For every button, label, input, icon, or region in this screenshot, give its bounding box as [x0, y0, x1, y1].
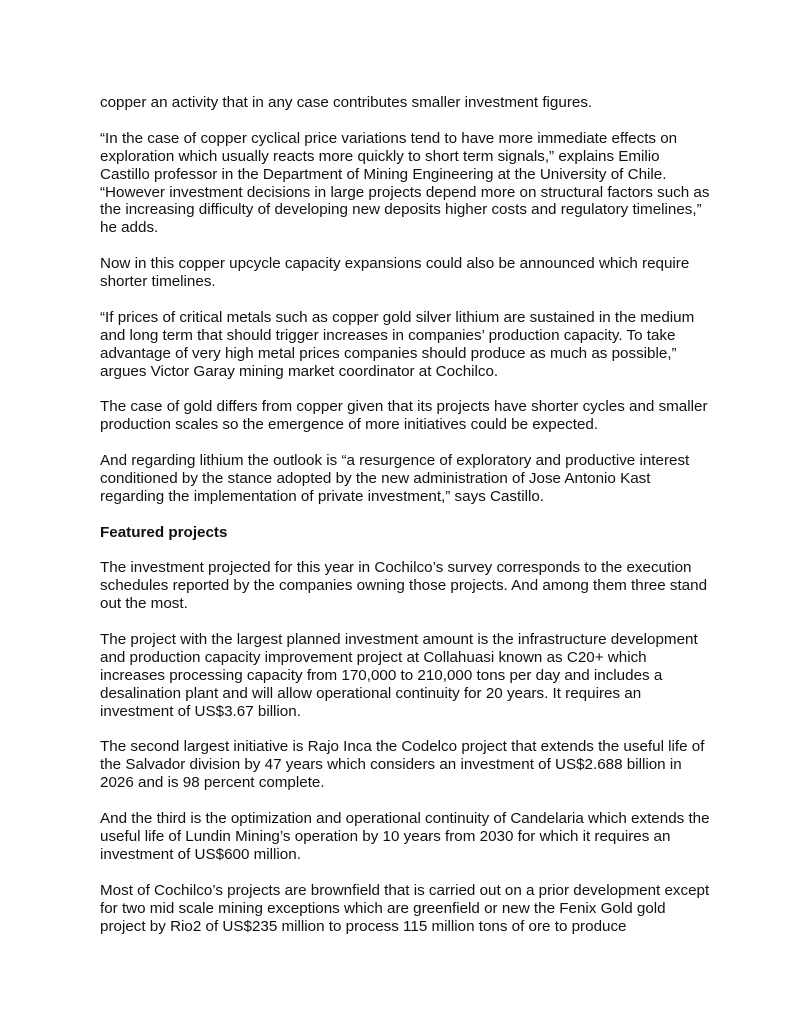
- paragraph-11: Most of Cochilco’s projects are brownfield that is carried out on a prior development except for two mid scale mining exceptions which are greenfield or new the Fenix Gold gold project by Rio2 of US$235 million to process 115 million tons of ore to produce: [100, 881, 710, 935]
- paragraph-1: copper an activity that in any case contributes smaller investment figures.: [100, 94, 593, 111]
- document-page: [100, 94, 710, 953]
- paragraph-4: “If prices of critical metals such as copper gold silver lithium are sustained in the medium and long term that should trigger increases in companies’ production capacity. To take advantage of very high metal prices companies should produce as much as possible,” argues Victor Garay mining market coordinator at Cochilco.: [100, 308, 695, 380]
- paragraph-3: Now in this copper upcycle capacity expansions could also be announced which require shorter timelines.: [100, 255, 690, 291]
- section-heading: Featured projects: [100, 523, 228, 541]
- paragraph-5: The case of gold differs from copper given that its projects have shorter cycles and smaller production scales so the emergence of more initiatives could be expected.: [100, 398, 708, 434]
- paragraph-9: The second largest initiative is Rajo Inca the Codelco project that extends the useful life of the Salvador division by 47 years which considers an investment of US$2.688 billion in 2026 and is 98 percent complete.: [100, 738, 705, 792]
- paragraph-7: The investment projected for this year in Cochilco’s survey corresponds to the execution schedules reported by the companies owning those projects. And among them three stand out the most.: [100, 559, 708, 613]
- paragraph-8: The project with the largest planned investment amount is the infrastructure development and production capacity improvement project at Collahuasi known as C20+ which increases processing capacity from 170,000 to 210,000 tons per day and includes a desalination plant and will allow operational continuity for 20 years. It requires an investment of US$3.67 billion.: [100, 631, 698, 720]
- paragraph-6: And regarding lithium the outlook is “a resurgence of exploratory and productive interest conditioned by the stance adopted by the new administration of Jose Antonio Kast regarding the implementation of private investment,” says Castillo.: [100, 452, 690, 505]
- paragraph-10: And the third is the optimization and operational continuity of Candelaria which extends the useful life of Lundin Mining’s operation by 10 years from 2030 for which it requires an investment of US$600 million.: [100, 810, 710, 863]
- paragraph-2: “In the case of copper cyclical price variations tend to have more immediate effects on exploration which usually reacts more quickly to short term signals,” explains Emilio Castillo professor in the Department of Mining Engineering at the University of Chile. “However investment decisions in large projects depend more on structural factors such as the increasing difficulty of developing new deposits higher costs and regulatory timelines,” he adds.: [100, 129, 710, 237]
